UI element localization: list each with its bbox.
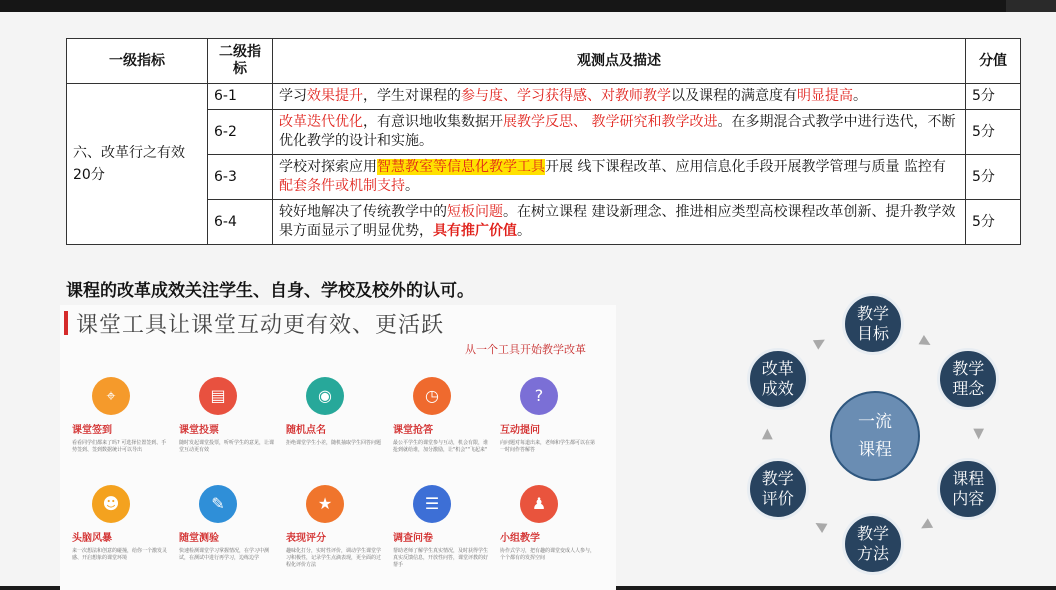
dice-icon: ◉: [306, 377, 344, 415]
tool-description: 最公平学生的课堂参与互动，机会有限，谁抢到就给谁，加分激励，让"机会""飞起来": [393, 440, 489, 453]
survey-icon: ☰: [413, 485, 451, 523]
level1-indicator: 六、改革行之有效 20分: [67, 84, 208, 245]
tool-name: 随机点名: [286, 425, 326, 436]
score-cell: 5分: [966, 155, 1021, 200]
window-top-bar: [0, 0, 1056, 12]
description-text: 短板问题: [447, 204, 503, 220]
description-text: 学校对探索应用: [279, 159, 377, 175]
question-icon: ?: [520, 377, 558, 415]
tool-description: 来一次想法和创意的碰撞，给你一个激发灵感、开启想象的课堂环境: [72, 548, 168, 561]
cycle-arrow-icon: ▶: [917, 516, 935, 536]
cycle-node: 教学 理念: [937, 348, 999, 410]
description-text: 。在多期混合式教学中进行迭代，不断优化教学的设计和实施。: [279, 114, 956, 149]
tool-card[interactable]: [179, 485, 279, 562]
tool-card[interactable]: [393, 377, 493, 454]
description-cell: [273, 155, 966, 200]
tool-card[interactable]: [286, 485, 386, 569]
tool-description: 趣味化打分，实时性评价，调动学生课堂学习积极性，记录学生点滴表现，更全面的过程化评价方法: [286, 548, 382, 568]
description-text: 以及课程的满意度有: [671, 88, 797, 104]
score-cell: 5分: [966, 110, 1021, 155]
tool-name: 课堂签到: [72, 425, 112, 436]
slide: [0, 12, 1056, 586]
indicator-table: [66, 38, 1021, 245]
score-cell: 5分: [966, 84, 1021, 110]
description-text: 配套条件或机制支持: [279, 178, 405, 194]
quiz-icon: ✎: [199, 485, 237, 523]
cycle-center-line1: 一流: [858, 412, 892, 432]
cycle-node: 改革 成效: [747, 348, 809, 410]
course-cycle-diagram: [736, 297, 1012, 587]
description-text: 智慧教室等信息化教学工具: [377, 159, 545, 175]
badge-icon: ★: [306, 485, 344, 523]
header-description: 观测点及描述: [273, 39, 966, 84]
tool-description: 拒绝课堂学生小差，随机抽取学生回答问题: [286, 440, 382, 446]
table-row: [67, 155, 1021, 200]
cycle-node: 课程 内容: [937, 458, 999, 520]
cycle-node: 教学 目标: [842, 293, 904, 355]
description-text: 效果提升: [307, 88, 363, 104]
description-text: 。: [405, 178, 419, 194]
tool-name: 随堂测验: [179, 533, 219, 544]
tool-card[interactable]: [72, 377, 172, 454]
headline: 课程的改革成效关注学生、自身、学校及校外的认可。: [66, 281, 474, 301]
brain-icon: ☻: [92, 485, 130, 523]
tool-description: 向问题对每道出来，老师和学生都可以在第一时间作答解答: [500, 440, 596, 453]
alarm-icon: ◷: [413, 377, 451, 415]
tool-description: 快速检测课堂学习掌握情况，在学习中测试，在测试中进行再学习，边练边学: [179, 548, 270, 561]
cycle-center-line2: 课程: [858, 440, 892, 460]
description-text: 展教学反思、 教学研究和教学改进: [503, 114, 718, 130]
score-cell: 5分: [966, 200, 1021, 245]
level2-code: 6-1: [208, 84, 273, 110]
group-icon: ♟: [520, 485, 558, 523]
description-text: 具有推广价值: [433, 223, 517, 239]
tool-card[interactable]: [393, 485, 493, 569]
description-text: ，学生对课程的: [363, 88, 461, 104]
tool-description: 协作式学习，把有趣的课堂变成人人参与，个个都有的发挥空间: [500, 548, 596, 561]
level2-code: 6-3: [208, 155, 273, 200]
table-row: [67, 200, 1021, 245]
description-cell: [273, 84, 966, 110]
tool-description: 帮助老师了解学生真实情况，及时获得学生真实反馈信息，开放性问答，课堂评教的好帮手: [393, 548, 489, 568]
tool-card[interactable]: [179, 377, 279, 454]
description-text: 。在树立课程 建设新理念、推进相应类型高校课程改革创新、提升教学效果方面显示了明显优势，: [279, 204, 956, 239]
cycle-center: [830, 391, 920, 481]
tool-description: 看看同学们都来了吗? 可选择位置签到、手势签到、签到数据统计可以导出: [72, 440, 167, 453]
tool-name: 互动提问: [500, 425, 540, 436]
ballot-icon: ▤: [199, 377, 237, 415]
cycle-node: 教学 评价: [747, 458, 809, 520]
description-text: 。: [853, 88, 867, 104]
title-accent-bar: [64, 311, 68, 335]
description-cell: [273, 200, 966, 245]
cycle-arrow-icon: ▶: [971, 428, 987, 440]
table-row: [67, 84, 1021, 110]
description-text: 开展 线下课程改革、应用信息化手段开展教学管理与质量 监控有: [545, 159, 946, 175]
window-corner: [1006, 0, 1056, 12]
tools-title: 课堂工具让课堂互动更有效、更活跃: [76, 313, 445, 338]
description-text: 。: [517, 223, 531, 239]
level2-code: 6-2: [208, 110, 273, 155]
tool-name: 调查问卷: [393, 533, 433, 544]
header-level2: 二级指 标: [208, 39, 273, 84]
header-level1: 一级指标: [67, 39, 208, 84]
table-row: [67, 110, 1021, 155]
description-text: 较好地解决了传统教学中的: [279, 204, 447, 220]
description-text: 改革迭代优化: [279, 114, 363, 130]
tool-description: 随时发起课堂投票，听听学生的意见，让课堂互动更有效: [179, 440, 275, 453]
tool-card[interactable]: [72, 485, 172, 562]
description-text: 学习: [279, 88, 307, 104]
cycle-node: 教学 方法: [842, 513, 904, 575]
description-cell: [273, 110, 966, 155]
tool-name: 头脑风暴: [72, 533, 112, 544]
tool-card[interactable]: [500, 485, 600, 562]
cycle-arrow-icon: ▶: [811, 516, 829, 536]
tool-name: 小组教学: [500, 533, 540, 544]
header-score: 分值: [966, 39, 1021, 84]
tool-name: 表现评分: [286, 533, 326, 544]
tools-subtitle: 从一个工具开始教学改革: [465, 343, 586, 356]
cycle-arrow-icon: ▶: [811, 332, 829, 352]
tools-panel: [60, 305, 616, 590]
map-pin-icon: ⌖: [92, 377, 130, 415]
tool-card[interactable]: [500, 377, 600, 454]
cycle-arrow-icon: ▶: [917, 332, 935, 352]
cycle-arrow-icon: ▶: [759, 428, 775, 440]
description-text: 参与度、学习获得感、对教师教学: [461, 88, 671, 104]
tool-name: 课堂抢答: [393, 425, 433, 436]
tool-name: 课堂投票: [179, 425, 219, 436]
description-text: 明显提高: [797, 88, 853, 104]
tool-card[interactable]: [286, 377, 386, 447]
level2-code: 6-4: [208, 200, 273, 245]
table-header-row: [67, 39, 1021, 84]
description-text: ，有意识地收集数据开: [363, 114, 503, 130]
